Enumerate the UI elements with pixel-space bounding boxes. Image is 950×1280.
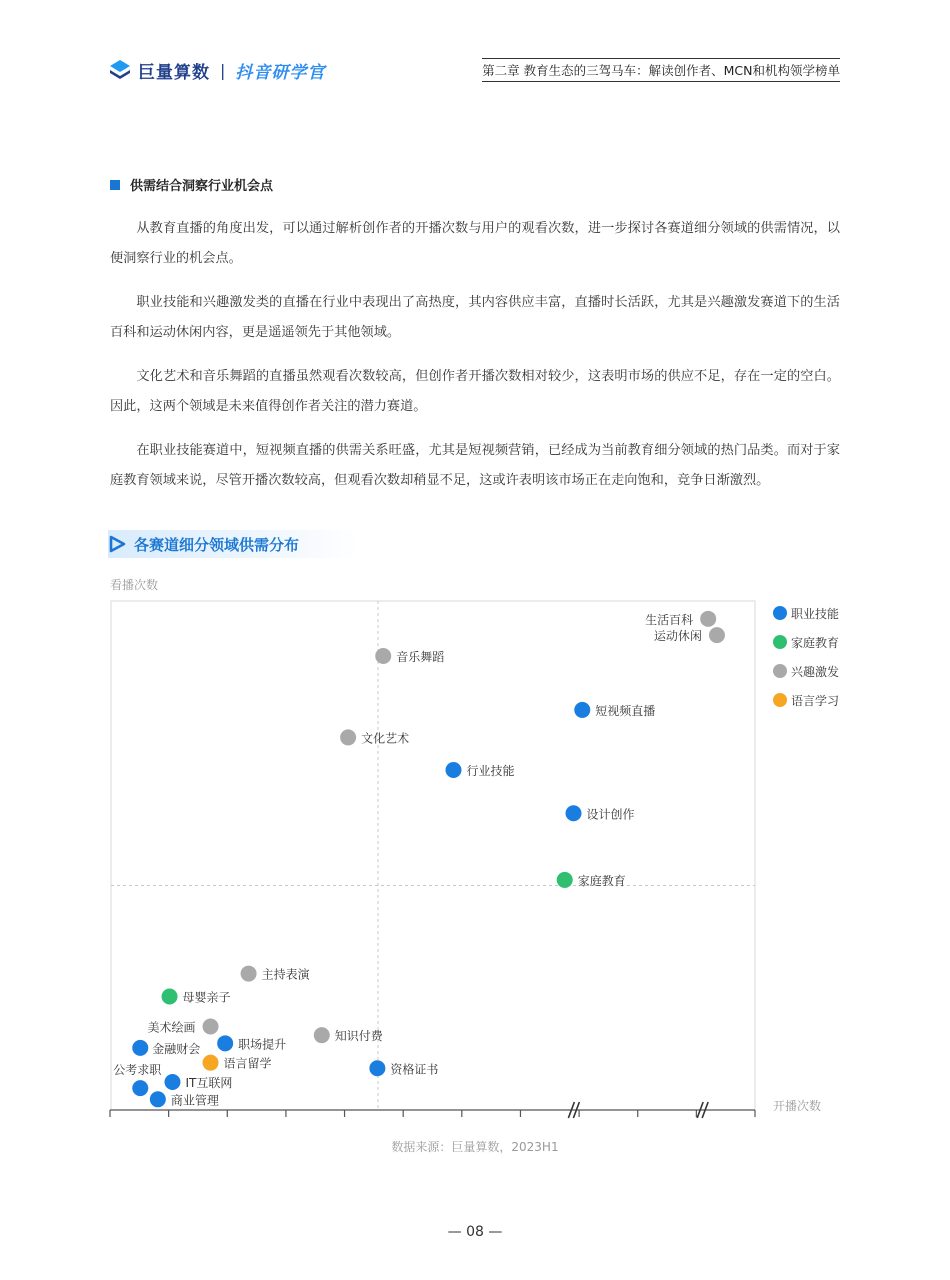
data-point: [241, 966, 257, 982]
data-point: [162, 988, 178, 1004]
scatter-chart: [0, 570, 950, 1130]
legend-marker: [773, 606, 787, 620]
data-point: [574, 702, 590, 718]
data-point: [132, 1080, 148, 1096]
paragraph: 从教育直播的角度出发，可以通过解析创作者的开播次数与用户的观看次数，进一步探讨各赛道细分领域的供需情况，以便洞察行业的机会点。: [110, 221, 840, 266]
data-label: 音乐舞蹈: [396, 649, 445, 664]
data-point: [203, 1019, 219, 1035]
data-label: 家庭教育: [577, 873, 626, 888]
data-point: [314, 1027, 330, 1043]
data-label: 文化艺术: [361, 731, 410, 746]
legend-label: 职业技能: [791, 607, 840, 621]
data-point: [132, 1040, 148, 1056]
data-point: [150, 1091, 166, 1107]
paragraph: 在职业技能赛道中，短视频直播的供需关系旺盛，尤其是短视频营销，已经成为当前教育细分领域的热门品类。而对于家庭教育领域来说，尽管开播次数较高，但观看次数却稍显不足，这或许表明该市场正在走向饱和，竞争日渐激烈。: [110, 443, 840, 488]
data-point: [566, 805, 582, 821]
data-label: 运动休闲: [653, 629, 702, 644]
play-triangle-icon: [108, 535, 126, 553]
data-source-note: 数据来源：巨量算数，2023H1: [391, 1140, 559, 1154]
legend-marker: [773, 664, 787, 678]
logo-brand-text: 巨量算数: [138, 62, 210, 83]
data-point: [375, 648, 391, 664]
data-label: 公考求职: [113, 1063, 162, 1078]
chapter-title: 第二章 教育生态的三驾马车：解读创作者、MCN和机构领学榜单: [482, 58, 840, 82]
legend-label: 家庭教育: [791, 636, 840, 650]
legend-label: 语言学习: [791, 694, 840, 708]
julang-logo-icon: [108, 58, 132, 82]
data-label: 资格证书: [390, 1062, 439, 1077]
data-point: [217, 1035, 233, 1051]
data-label: 美术绘画: [147, 1020, 196, 1035]
paragraph: 文化艺术和音乐舞蹈的直播虽然观看次数较高，但创作者开播次数相对较少，这表明市场的供应不足，存在一定的空白。因此，这两个领域是未来值得创作者关注的潜力赛道。: [110, 369, 840, 414]
body-text: [110, 214, 840, 510]
legend-marker: [773, 693, 787, 707]
header-logo: [108, 55, 325, 85]
data-point: [340, 729, 356, 745]
data-point: [164, 1074, 180, 1090]
data-point: [445, 762, 461, 778]
data-label: 主持表演: [261, 967, 310, 982]
data-label: 行业技能: [466, 763, 515, 778]
paragraph: 职业技能和兴趣激发类的直播在行业中表现出了高热度，其内容供应丰富，直播时长活跃，尤其是兴趣激发赛道下的生活百科和运动休闲内容，更是遥遥领先于其他领域。: [110, 295, 840, 340]
data-point: [557, 872, 573, 888]
legend-marker: [773, 635, 787, 649]
data-label: 金融财会: [152, 1041, 201, 1056]
chart-title-bar: [108, 530, 358, 558]
x-axis-label: 开播次数: [773, 1099, 822, 1113]
square-bullet-icon: [110, 180, 120, 190]
data-label: 设计创作: [586, 807, 635, 822]
logo-sub-brand-text: 抖音研学官: [235, 62, 326, 83]
data-point: [709, 627, 725, 643]
page-number: — 08 —: [447, 1224, 503, 1240]
data-label: 职场提升: [238, 1037, 287, 1052]
section-heading: [110, 175, 273, 194]
logo-separator: |: [220, 60, 226, 80]
data-label: IT互联网: [185, 1076, 233, 1091]
data-point: [700, 611, 716, 627]
data-label: 知识付费: [334, 1029, 383, 1044]
data-point: [369, 1060, 385, 1076]
y-axis-label: 看播次数: [110, 578, 159, 592]
legend-label: 兴趣激发: [791, 665, 840, 679]
data-label: 生活百科: [645, 612, 694, 627]
data-label: 商业管理: [170, 1093, 219, 1108]
chart-title: 各赛道细分领域供需分布: [134, 535, 300, 554]
data-point: [203, 1055, 219, 1071]
section-heading-text: 供需结合洞察行业机会点: [130, 179, 274, 194]
data-label: 语言留学: [223, 1056, 272, 1071]
data-label: 短视频直播: [595, 703, 656, 718]
data-label: 母婴亲子: [182, 990, 231, 1005]
